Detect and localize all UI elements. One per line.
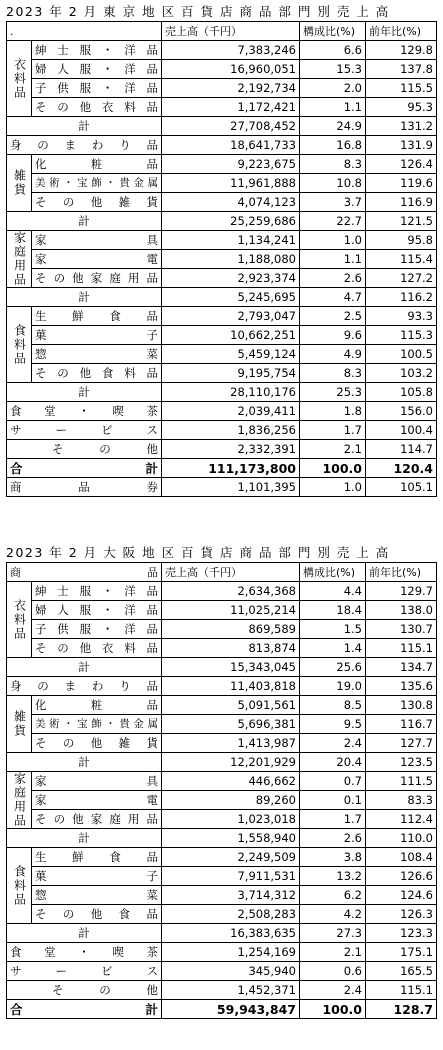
item-name: 食堂・喫茶 [7, 943, 162, 962]
share-value: 24.9 [300, 117, 366, 136]
sales-value: 1,413,987 [162, 734, 300, 753]
share-value: 20.4 [300, 753, 366, 772]
table-row [7, 231, 437, 250]
yoy-value: 128.7 [366, 1000, 437, 1019]
share-value: 2.1 [300, 440, 366, 459]
yoy-value: 131.2 [366, 117, 437, 136]
yoy-value: 130.7 [366, 620, 437, 639]
total-label-left: 合 [10, 1001, 23, 1017]
item-name: 婦人服・洋品 [32, 60, 162, 79]
sales-value: 2,508,283 [162, 905, 300, 924]
yoy-value: 105.8 [366, 383, 437, 402]
sales-value: 5,245,695 [162, 288, 300, 307]
yoy-value: 100.4 [366, 421, 437, 440]
share-value: 1.5 [300, 620, 366, 639]
share-value: 4.4 [300, 582, 366, 601]
yoy-value: 116.7 [366, 715, 437, 734]
sales-value: 59,943,847 [162, 1000, 300, 1019]
yoy-value: 95.3 [366, 98, 437, 117]
share-value: 3.8 [300, 848, 366, 867]
group-label: 食料品 [7, 307, 32, 383]
sales-value: 869,589 [162, 620, 300, 639]
group-label: 雑貨 [7, 155, 32, 212]
yoy-value: 130.8 [366, 696, 437, 715]
share-value: 100.0 [300, 1000, 366, 1019]
yoy-value: 115.1 [366, 981, 437, 1000]
share-value: 1.4 [300, 639, 366, 658]
sales-value: 446,662 [162, 772, 300, 791]
share-value: 13.2 [300, 867, 366, 886]
sales-value: 2,039,411 [162, 402, 300, 421]
subtotal-label: 計 [7, 383, 162, 402]
table-row [7, 962, 437, 981]
table-row [7, 886, 437, 905]
yoy-value: 116.9 [366, 193, 437, 212]
subtotal-row [7, 829, 437, 848]
share-value: 6.2 [300, 886, 366, 905]
yoy-value: 115.4 [366, 250, 437, 269]
yoy-value: 112.4 [366, 810, 437, 829]
share-value: 15.3 [300, 60, 366, 79]
table-row [7, 715, 437, 734]
item-name: 菓子 [32, 867, 162, 886]
yoy-value: 83.3 [366, 791, 437, 810]
item-name: 子供服・洋品 [32, 620, 162, 639]
share-value: 2.4 [300, 734, 366, 753]
item-name: 菓子 [32, 326, 162, 345]
yoy-value: 129.7 [366, 582, 437, 601]
table-row [7, 326, 437, 345]
sales-value: 2,923,374 [162, 269, 300, 288]
yoy-value: 123.5 [366, 753, 437, 772]
share-value: 25.3 [300, 383, 366, 402]
item-name: 美術・宝飾・貴金属 [32, 715, 162, 734]
share-value: 0.1 [300, 791, 366, 810]
table-row [7, 250, 437, 269]
share-value: 2.0 [300, 79, 366, 98]
header-category: 商品 [7, 563, 162, 582]
item-name: 家具 [32, 772, 162, 791]
sales-value: 345,940 [162, 962, 300, 981]
group-label: 食料品 [7, 848, 32, 924]
sales-value: 5,459,124 [162, 345, 300, 364]
table-row [7, 174, 437, 193]
table-row [7, 402, 437, 421]
sales-value: 1,836,256 [162, 421, 300, 440]
total-label-left: 合 [10, 460, 23, 476]
sales-value: 1,134,241 [162, 231, 300, 250]
yoy-value: 138.0 [366, 601, 437, 620]
subtotal-row [7, 383, 437, 402]
share-value: 2.6 [300, 829, 366, 848]
sales-value: 11,025,214 [162, 601, 300, 620]
share-value: 3.7 [300, 193, 366, 212]
item-name: 惣菜 [32, 886, 162, 905]
item-name: その他食品 [32, 905, 162, 924]
yoy-value: 111.5 [366, 772, 437, 791]
group-label: 家庭用品 [7, 772, 32, 829]
sales-value: 1,023,018 [162, 810, 300, 829]
header-yoy: 前年比(%) [366, 22, 437, 41]
item-name: その他家庭用品 [32, 810, 162, 829]
item-name: 紳士服・洋品 [32, 582, 162, 601]
total-row [7, 1000, 437, 1019]
item-name: 化粧品 [32, 155, 162, 174]
table-row [7, 810, 437, 829]
table-row [7, 677, 437, 696]
share-value: 2.1 [300, 943, 366, 962]
sales-value: 813,874 [162, 639, 300, 658]
yoy-value: 127.2 [366, 269, 437, 288]
yoy-value: 110.0 [366, 829, 437, 848]
item-name: その他 [7, 440, 162, 459]
share-value: 8.3 [300, 155, 366, 174]
total-label [7, 459, 162, 478]
table-row [7, 98, 437, 117]
sales-value: 2,192,734 [162, 79, 300, 98]
share-value: 0.7 [300, 772, 366, 791]
group-label: 衣料品 [7, 41, 32, 117]
yoy-value: 116.2 [366, 288, 437, 307]
table-row [7, 440, 437, 459]
sales-value: 10,662,251 [162, 326, 300, 345]
yoy-value: 131.9 [366, 136, 437, 155]
yoy-value: 165.5 [366, 962, 437, 981]
yoy-value: 115.1 [366, 639, 437, 658]
subtotal-label: 計 [7, 753, 162, 772]
yoy-value: 123.3 [366, 924, 437, 943]
voucher-row [7, 478, 437, 497]
sales-value: 18,641,733 [162, 136, 300, 155]
table-row [7, 734, 437, 753]
subtotal-row [7, 924, 437, 943]
yoy-value: 115.3 [366, 326, 437, 345]
sales-value: 12,201,929 [162, 753, 300, 772]
share-value: 1.0 [300, 231, 366, 250]
yoy-value: 105.1 [366, 478, 437, 497]
total-label-right: 計 [145, 1001, 158, 1017]
item-name: 子供服・洋品 [32, 79, 162, 98]
item-name: その他雑貨 [32, 193, 162, 212]
yoy-value: 120.4 [366, 459, 437, 478]
item-name: その他衣料品 [32, 639, 162, 658]
share-value: 9.6 [300, 326, 366, 345]
item-name: 食堂・喫茶 [7, 402, 162, 421]
table-row [7, 791, 437, 810]
sales-value: 2,332,391 [162, 440, 300, 459]
yoy-value: 121.5 [366, 212, 437, 231]
yoy-value: 126.3 [366, 905, 437, 924]
yoy-value: 134.7 [366, 658, 437, 677]
sales-table [6, 21, 437, 497]
table-title: 2023 年 2 月 東 京 地 区 百 貨 店 商 品 部 門 別 売 上 高 [6, 4, 390, 19]
item-name: その他衣料品 [32, 98, 162, 117]
subtotal-row [7, 753, 437, 772]
subtotal-label: 計 [7, 658, 162, 677]
table-row [7, 639, 437, 658]
share-value: 25.6 [300, 658, 366, 677]
item-name: その他 [7, 981, 162, 1000]
share-value: 0.6 [300, 962, 366, 981]
share-value: 1.7 [300, 810, 366, 829]
share-value: 27.3 [300, 924, 366, 943]
share-value: 4.9 [300, 345, 366, 364]
header-category: . [7, 22, 162, 41]
item-name: サービス [7, 421, 162, 440]
table-row [7, 307, 437, 326]
yoy-value: 95.8 [366, 231, 437, 250]
header-row [7, 563, 437, 582]
table-row [7, 620, 437, 639]
subtotal-row [7, 658, 437, 677]
item-name: 家電 [32, 791, 162, 810]
item-name: 惣菜 [32, 345, 162, 364]
sales-value: 27,708,452 [162, 117, 300, 136]
subtotal-label: 計 [7, 924, 162, 943]
share-value: 2.5 [300, 307, 366, 326]
item-name: 身のまわり品 [7, 677, 162, 696]
share-value: 18.4 [300, 601, 366, 620]
header-share: 構成比(%) [300, 563, 366, 582]
item-name: 商品券 [7, 478, 162, 497]
table-row [7, 981, 437, 1000]
table-row [7, 582, 437, 601]
share-value: 2.6 [300, 269, 366, 288]
sales-value: 5,091,561 [162, 696, 300, 715]
sales-value: 11,403,818 [162, 677, 300, 696]
share-value: 8.3 [300, 364, 366, 383]
sales-value: 9,223,675 [162, 155, 300, 174]
item-name: サービス [7, 962, 162, 981]
share-value: 1.7 [300, 421, 366, 440]
sales-value: 2,634,368 [162, 582, 300, 601]
sales-value: 5,696,381 [162, 715, 300, 734]
table-row [7, 421, 437, 440]
sales-value: 16,960,051 [162, 60, 300, 79]
table-title: 2023 年 2 月 大 阪 地 区 百 貨 店 商 品 部 門 別 売 上 高 [6, 545, 390, 560]
yoy-value: 127.7 [366, 734, 437, 753]
sales-value: 111,173,800 [162, 459, 300, 478]
yoy-value: 135.6 [366, 677, 437, 696]
share-value: 22.7 [300, 212, 366, 231]
yoy-value: 137.8 [366, 60, 437, 79]
yoy-value: 108.4 [366, 848, 437, 867]
yoy-value: 115.5 [366, 79, 437, 98]
header-yoy: 前年比(%) [366, 563, 437, 582]
header-share: 構成比(%) [300, 22, 366, 41]
item-name: その他食料品 [32, 364, 162, 383]
yoy-value: 114.7 [366, 440, 437, 459]
sales-value: 16,383,635 [162, 924, 300, 943]
sales-value: 2,793,047 [162, 307, 300, 326]
share-value: 19.0 [300, 677, 366, 696]
header-sales: 売上高（千円） [162, 22, 300, 41]
share-value: 16.8 [300, 136, 366, 155]
subtotal-label: 計 [7, 829, 162, 848]
total-label-right: 計 [145, 460, 158, 476]
yoy-value: 93.3 [366, 307, 437, 326]
share-value: 1.8 [300, 402, 366, 421]
sales-table [6, 562, 437, 1019]
share-value: 2.4 [300, 981, 366, 1000]
share-value: 4.7 [300, 288, 366, 307]
table-row [7, 364, 437, 383]
share-value: 9.5 [300, 715, 366, 734]
item-name: 家電 [32, 250, 162, 269]
share-value: 1.1 [300, 98, 366, 117]
table-row [7, 193, 437, 212]
table-row [7, 155, 437, 174]
yoy-value: 126.6 [366, 867, 437, 886]
item-name: 身のまわり品 [7, 136, 162, 155]
item-name: 紳士服・洋品 [32, 41, 162, 60]
subtotal-label: 計 [7, 212, 162, 231]
item-name: 美術・宝飾・貴金属 [32, 174, 162, 193]
subtotal-label: 計 [7, 288, 162, 307]
yoy-value: 124.6 [366, 886, 437, 905]
table-row [7, 848, 437, 867]
yoy-value: 175.1 [366, 943, 437, 962]
tokyo-section [6, 2, 436, 497]
yoy-value: 126.4 [366, 155, 437, 174]
table-row [7, 943, 437, 962]
sales-value: 9,195,754 [162, 364, 300, 383]
yoy-value: 119.6 [366, 174, 437, 193]
table-row [7, 696, 437, 715]
table-row [7, 345, 437, 364]
share-value: 10.8 [300, 174, 366, 193]
total-label [7, 1000, 162, 1019]
table-row [7, 41, 437, 60]
group-label: 雑貨 [7, 696, 32, 753]
table-row [7, 772, 437, 791]
subtotal-row [7, 117, 437, 136]
sales-value: 89,260 [162, 791, 300, 810]
item-name: 化粧品 [32, 696, 162, 715]
item-name: 生鮮食品 [32, 307, 162, 326]
table-row [7, 601, 437, 620]
table-row [7, 867, 437, 886]
share-value: 1.0 [300, 478, 366, 497]
item-name: その他雑貨 [32, 734, 162, 753]
share-value: 6.6 [300, 41, 366, 60]
sales-value: 1,254,169 [162, 943, 300, 962]
yoy-value: 100.5 [366, 345, 437, 364]
yoy-value: 129.8 [366, 41, 437, 60]
subtotal-row [7, 288, 437, 307]
sales-value: 2,249,509 [162, 848, 300, 867]
group-label: 家庭用品 [7, 231, 32, 288]
sales-value: 7,383,246 [162, 41, 300, 60]
sales-value: 4,074,123 [162, 193, 300, 212]
subtotal-row [7, 212, 437, 231]
total-row [7, 459, 437, 478]
header-row [7, 22, 437, 41]
yoy-value: 156.0 [366, 402, 437, 421]
osaka-section [6, 543, 436, 1019]
share-value: 4.2 [300, 905, 366, 924]
yoy-value: 103.2 [366, 364, 437, 383]
subtotal-label: 計 [7, 117, 162, 136]
item-name: 婦人服・洋品 [32, 601, 162, 620]
share-value: 8.5 [300, 696, 366, 715]
sales-value: 3,714,312 [162, 886, 300, 905]
sales-value: 1,172,421 [162, 98, 300, 117]
share-value: 1.1 [300, 250, 366, 269]
table-row [7, 905, 437, 924]
sales-value: 11,961,888 [162, 174, 300, 193]
table-row [7, 79, 437, 98]
sales-value: 1,558,940 [162, 829, 300, 848]
table-row [7, 269, 437, 288]
item-name: その他家庭用品 [32, 269, 162, 288]
sales-value: 1,101,395 [162, 478, 300, 497]
table-row [7, 60, 437, 79]
item-name: 家具 [32, 231, 162, 250]
sales-value: 28,110,176 [162, 383, 300, 402]
table-row [7, 136, 437, 155]
header-sales: 売上高（千円） [162, 563, 300, 582]
sales-value: 25,259,686 [162, 212, 300, 231]
item-name: 生鮮食品 [32, 848, 162, 867]
sales-value: 1,188,080 [162, 250, 300, 269]
sales-value: 15,343,045 [162, 658, 300, 677]
share-value: 100.0 [300, 459, 366, 478]
sales-value: 1,452,371 [162, 981, 300, 1000]
sales-value: 7,911,531 [162, 867, 300, 886]
group-label: 衣料品 [7, 582, 32, 658]
